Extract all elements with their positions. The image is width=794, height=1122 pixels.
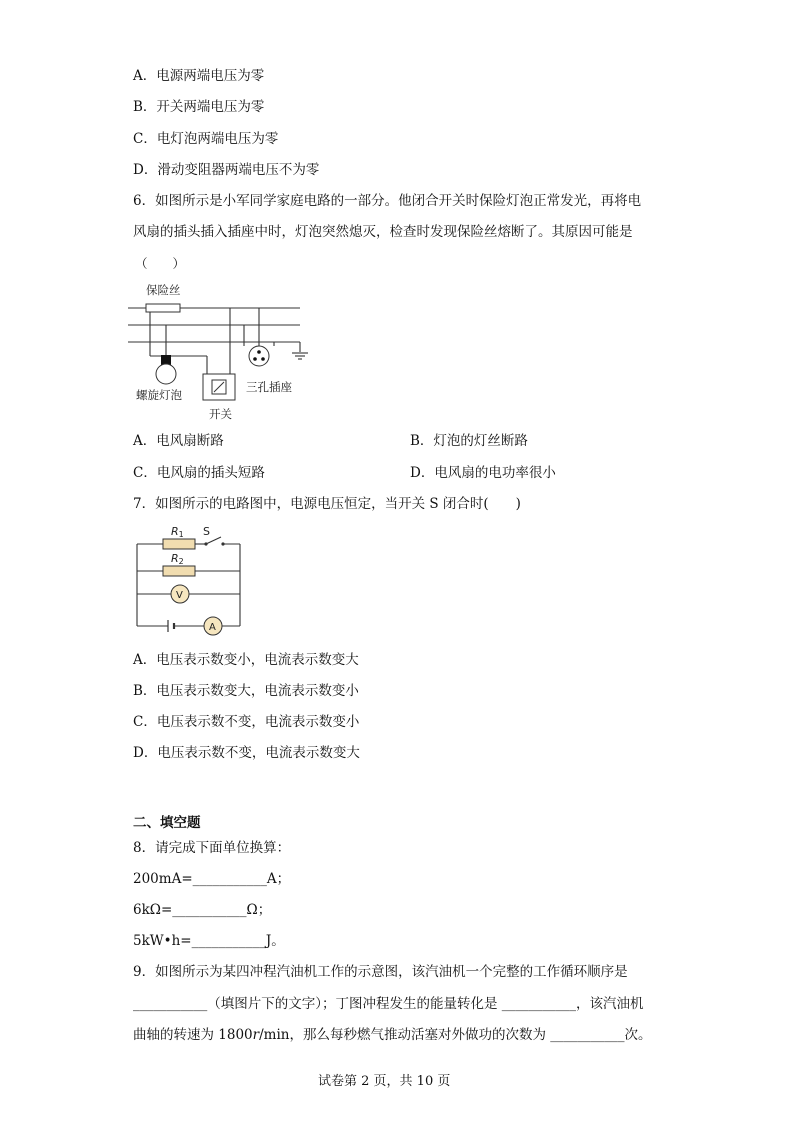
q8-item-3: 5kW•h=___________J。 (133, 933, 285, 949)
q8-item-1: 200mA=___________A； (133, 871, 291, 887)
switch-label: 开关 (209, 407, 232, 421)
voltmeter-label: V (176, 590, 183, 601)
bulb-label: 螺旋灯泡 (136, 388, 182, 402)
section-fill-in-blank-title: 二、填空题 (133, 815, 201, 831)
q8-blank-3[interactable]: ___________ (191, 933, 266, 949)
resistor-r2 (163, 566, 195, 576)
page-footer: 试卷第 2 页，共 10 页 (318, 1074, 451, 1089)
q6-household-circuit-figure (128, 278, 318, 428)
resistor-r1 (163, 539, 195, 549)
ammeter-label: A (209, 622, 216, 633)
q7-option-c: C．电压表示数不变，电流表示数变小 (133, 714, 360, 730)
q8-item-2: 6kΩ=___________Ω； (133, 902, 272, 918)
r2-label: R2 (171, 552, 184, 566)
switch-s-label: S (203, 525, 210, 538)
q7-circuit-figure (130, 522, 250, 637)
q9-stem-line1: 9．如图所示为某四冲程汽油机工作的示意图，该汽油机一个完整的工作循环顺序是 (133, 964, 628, 980)
q8-blank-1[interactable]: ___________ (192, 871, 267, 887)
fuse-symbol (146, 304, 180, 312)
q6-option-a: A．电风扇断路 (133, 433, 224, 449)
q8-blank-2[interactable]: ___________ (172, 902, 247, 918)
q6-option-c: C．电风扇的插头短路 (133, 465, 265, 481)
r1-label: R1 (171, 525, 184, 539)
q6-option-d: D．电风扇的电功率很小 (410, 465, 556, 481)
q6-option-b: B．灯泡的灯丝断路 (410, 433, 528, 449)
q6-stem-line2: 风扇的插头插入插座中时，灯泡突然熄灭，检查时发现保险丝熔断了。其原因可能是 (133, 224, 633, 240)
q7-option-a: A．电压表示数变小，电流表示数变大 (133, 652, 359, 668)
q7-stem: 7．如图所示的电路图中，电源电压恒定，当开关 S 闭合时( ) (133, 496, 521, 512)
socket-icon (249, 346, 269, 366)
fuse-label: 保险丝 (146, 283, 181, 297)
q7-option-d: D．电压表示数不变，电流表示数变大 (133, 745, 360, 761)
q6-answer-brackets: （ ） (135, 256, 186, 271)
socket-label: 三孔插座 (246, 380, 292, 394)
q9-stem-line3: 曲轴的转速为 1800r/min，那么每秒燃气推动活塞对外做功的次数为 ___________次。 (133, 1027, 652, 1043)
bulb-icon (156, 364, 176, 384)
q7-option-b: B．电压表示数变大，电流表示数变小 (133, 683, 359, 699)
q6-stem-line1: 6．如图所示是小军同学家庭电路的一部分。他闭合开关时保险灯泡正常发光，再将电 (133, 193, 642, 209)
q5-option-c: C．电灯泡两端电压为零 (133, 131, 279, 147)
q5-option-b: B．开关两端电压为零 (133, 99, 265, 115)
q8-stem: 8．请完成下面单位换算： (133, 840, 291, 856)
q5-option-d: D．滑动变阻器两端电压不为零 (133, 162, 320, 178)
q9-stem-line2: ___________（填图片下的文字）；丁图冲程发生的能量转化是 ___________，该汽油机 (133, 996, 644, 1012)
q5-option-a: A．电源两端电压为零 (133, 68, 265, 84)
